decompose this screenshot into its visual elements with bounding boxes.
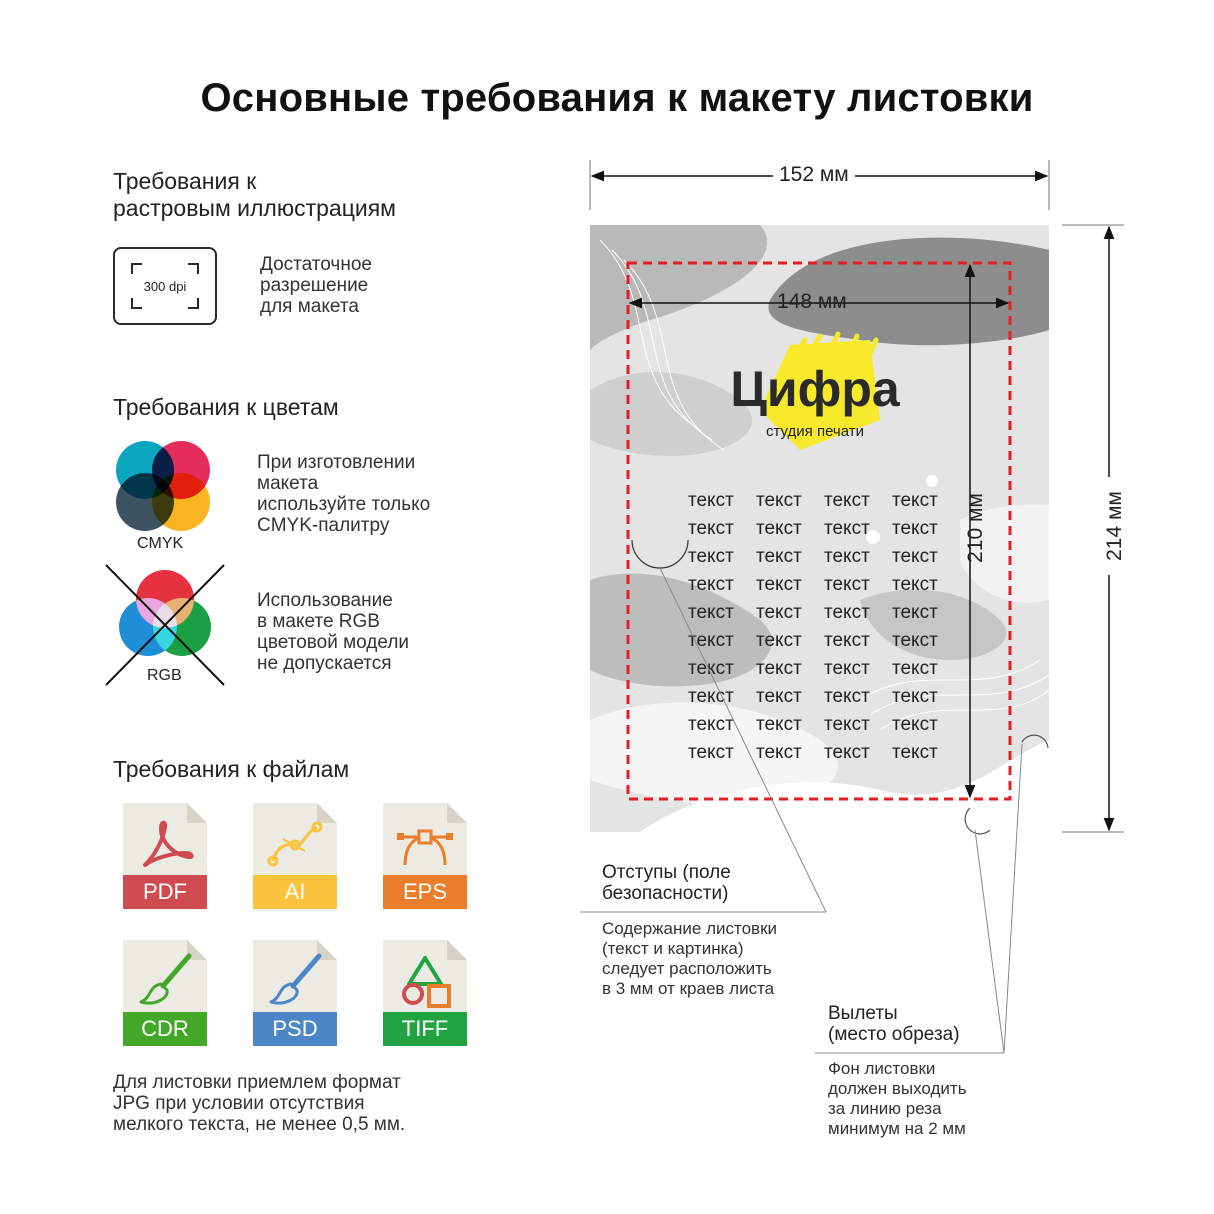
- format-label: TIFF: [383, 1012, 467, 1046]
- cmyk-desc-line4: CMYK-палитру: [257, 515, 390, 536]
- bleed-desc-line2: должен выходить: [828, 1079, 967, 1098]
- safe-zone-title-line1: Отступы (поле: [602, 862, 731, 883]
- raster-heading-line2: растровым иллюстрациям: [113, 195, 396, 221]
- placeholder-word: текст: [824, 546, 870, 567]
- outer-width-label: 152 мм: [773, 163, 855, 187]
- cmyk-desc-line3: используйте только: [257, 494, 431, 515]
- placeholder-word: текст: [688, 714, 734, 735]
- safe-zone-desc-line3: следует расположить: [602, 959, 772, 978]
- placeholder-word: текст: [892, 602, 938, 623]
- placeholder-word: текст: [824, 630, 870, 651]
- rgb-label: RGB: [147, 667, 182, 684]
- placeholder-word: текст: [892, 518, 938, 539]
- placeholder-word: текст: [688, 742, 734, 763]
- rgb-desc-line4: не допускается: [257, 653, 392, 674]
- format-label: PSD: [253, 1012, 337, 1046]
- raster-desc-line1: Достаточное: [260, 254, 372, 275]
- placeholder-word: текст: [892, 630, 938, 651]
- rgb-desc-line3: цветовой модели: [257, 632, 410, 653]
- safe-zone-title: [602, 862, 731, 904]
- placeholder-word: текст: [892, 686, 938, 707]
- placeholder-word: текст: [688, 630, 734, 651]
- placeholder-word: текст: [756, 518, 802, 539]
- placeholder-word: текст: [824, 658, 870, 679]
- placeholder-word: текст: [688, 658, 734, 679]
- placeholder-word: текст: [688, 518, 734, 539]
- format-label: EPS: [383, 875, 467, 909]
- placeholder-word: текст: [892, 490, 938, 511]
- rgb-desc-line1: Использование: [257, 590, 393, 611]
- raster-heading-line1: Требования к: [113, 168, 257, 194]
- safe-zone-desc: [602, 919, 777, 999]
- format-label: AI: [253, 875, 337, 909]
- safe-zone-desc-line4: в 3 мм от краев листа: [602, 979, 775, 998]
- cmyk-desc-line2: макета: [257, 473, 319, 494]
- placeholder-word: текст: [688, 546, 734, 567]
- safe-zone-desc-line2: (текст и картинка): [602, 939, 744, 958]
- placeholder-word: текст: [892, 546, 938, 567]
- placeholder-word: текст: [892, 658, 938, 679]
- files-heading: Требования к файлам: [113, 756, 350, 782]
- format-label: CDR: [123, 1012, 207, 1046]
- format-label: PDF: [123, 875, 207, 909]
- placeholder-word: текст: [824, 490, 870, 511]
- rgb-desc-line2: в макете RGB: [257, 611, 380, 632]
- placeholder-word: текст: [688, 574, 734, 595]
- inner-width-label: 148 мм: [777, 290, 847, 313]
- safe-zone-desc-line1: Содержание листовки: [602, 919, 778, 938]
- placeholder-word: текст: [756, 546, 802, 567]
- logo-subtitle: студия печати: [765, 423, 865, 440]
- raster-desc-line3: для макета: [260, 296, 359, 317]
- bleed-desc-line1: Фон листовки: [828, 1059, 936, 1078]
- placeholder-word: текст: [824, 574, 870, 595]
- placeholder-word: текст: [756, 714, 802, 735]
- placeholder-word: текст: [824, 602, 870, 623]
- safe-zone-title-line2: безопасности): [602, 883, 729, 904]
- placeholder-word: текст: [892, 574, 938, 595]
- placeholder-word: текст: [824, 742, 870, 763]
- placeholder-word: текст: [688, 602, 734, 623]
- bleed-desc: [828, 1059, 967, 1139]
- placeholder-word: текст: [756, 742, 802, 763]
- placeholder-word: текст: [756, 574, 802, 595]
- placeholder-word: текст: [892, 714, 938, 735]
- placeholder-word: текст: [688, 686, 734, 707]
- placeholder-word: текст: [756, 686, 802, 707]
- placeholder-word: текст: [824, 686, 870, 707]
- logo-word: Цифра: [730, 361, 900, 417]
- outer-height-label: 214 мм: [1103, 477, 1127, 575]
- placeholder-word: текст: [824, 714, 870, 735]
- placeholder-word: текст: [688, 490, 734, 511]
- bleed-desc-line4: минимум на 2 мм: [828, 1119, 966, 1138]
- placeholder-word: текст: [756, 602, 802, 623]
- raster-desc-line2: разрешение: [260, 275, 369, 296]
- placeholder-word: текст: [892, 742, 938, 763]
- page-title: Основные требования к макету листовки: [200, 76, 1034, 120]
- files-note-line1: Для листовки приемлем формат: [113, 1072, 401, 1093]
- files-note-line2: JPG при условии отсутствия: [113, 1093, 365, 1114]
- cmyk-label: CMYK: [137, 535, 184, 552]
- dpi-label: 300 dpi: [143, 279, 187, 294]
- bleed-title: [828, 1003, 960, 1045]
- bleed-title-line1: Вылеты: [828, 1003, 898, 1024]
- inner-height-label: 210 мм: [964, 493, 987, 563]
- colors-heading: Требования к цветам: [113, 394, 339, 420]
- bleed-title-line2: (место обреза): [828, 1024, 960, 1045]
- placeholder-word: текст: [756, 658, 802, 679]
- files-note-line3: мелкого текста, не менее 0,5 мм.: [113, 1114, 406, 1135]
- placeholder-word: текст: [824, 518, 870, 539]
- placeholder-word: текст: [756, 630, 802, 651]
- placeholder-word: текст: [756, 490, 802, 511]
- leader-line: [975, 830, 1004, 1053]
- cmyk-desc-line1: При изготовлении: [257, 452, 416, 473]
- bleed-desc-line3: за линию реза: [828, 1099, 942, 1118]
